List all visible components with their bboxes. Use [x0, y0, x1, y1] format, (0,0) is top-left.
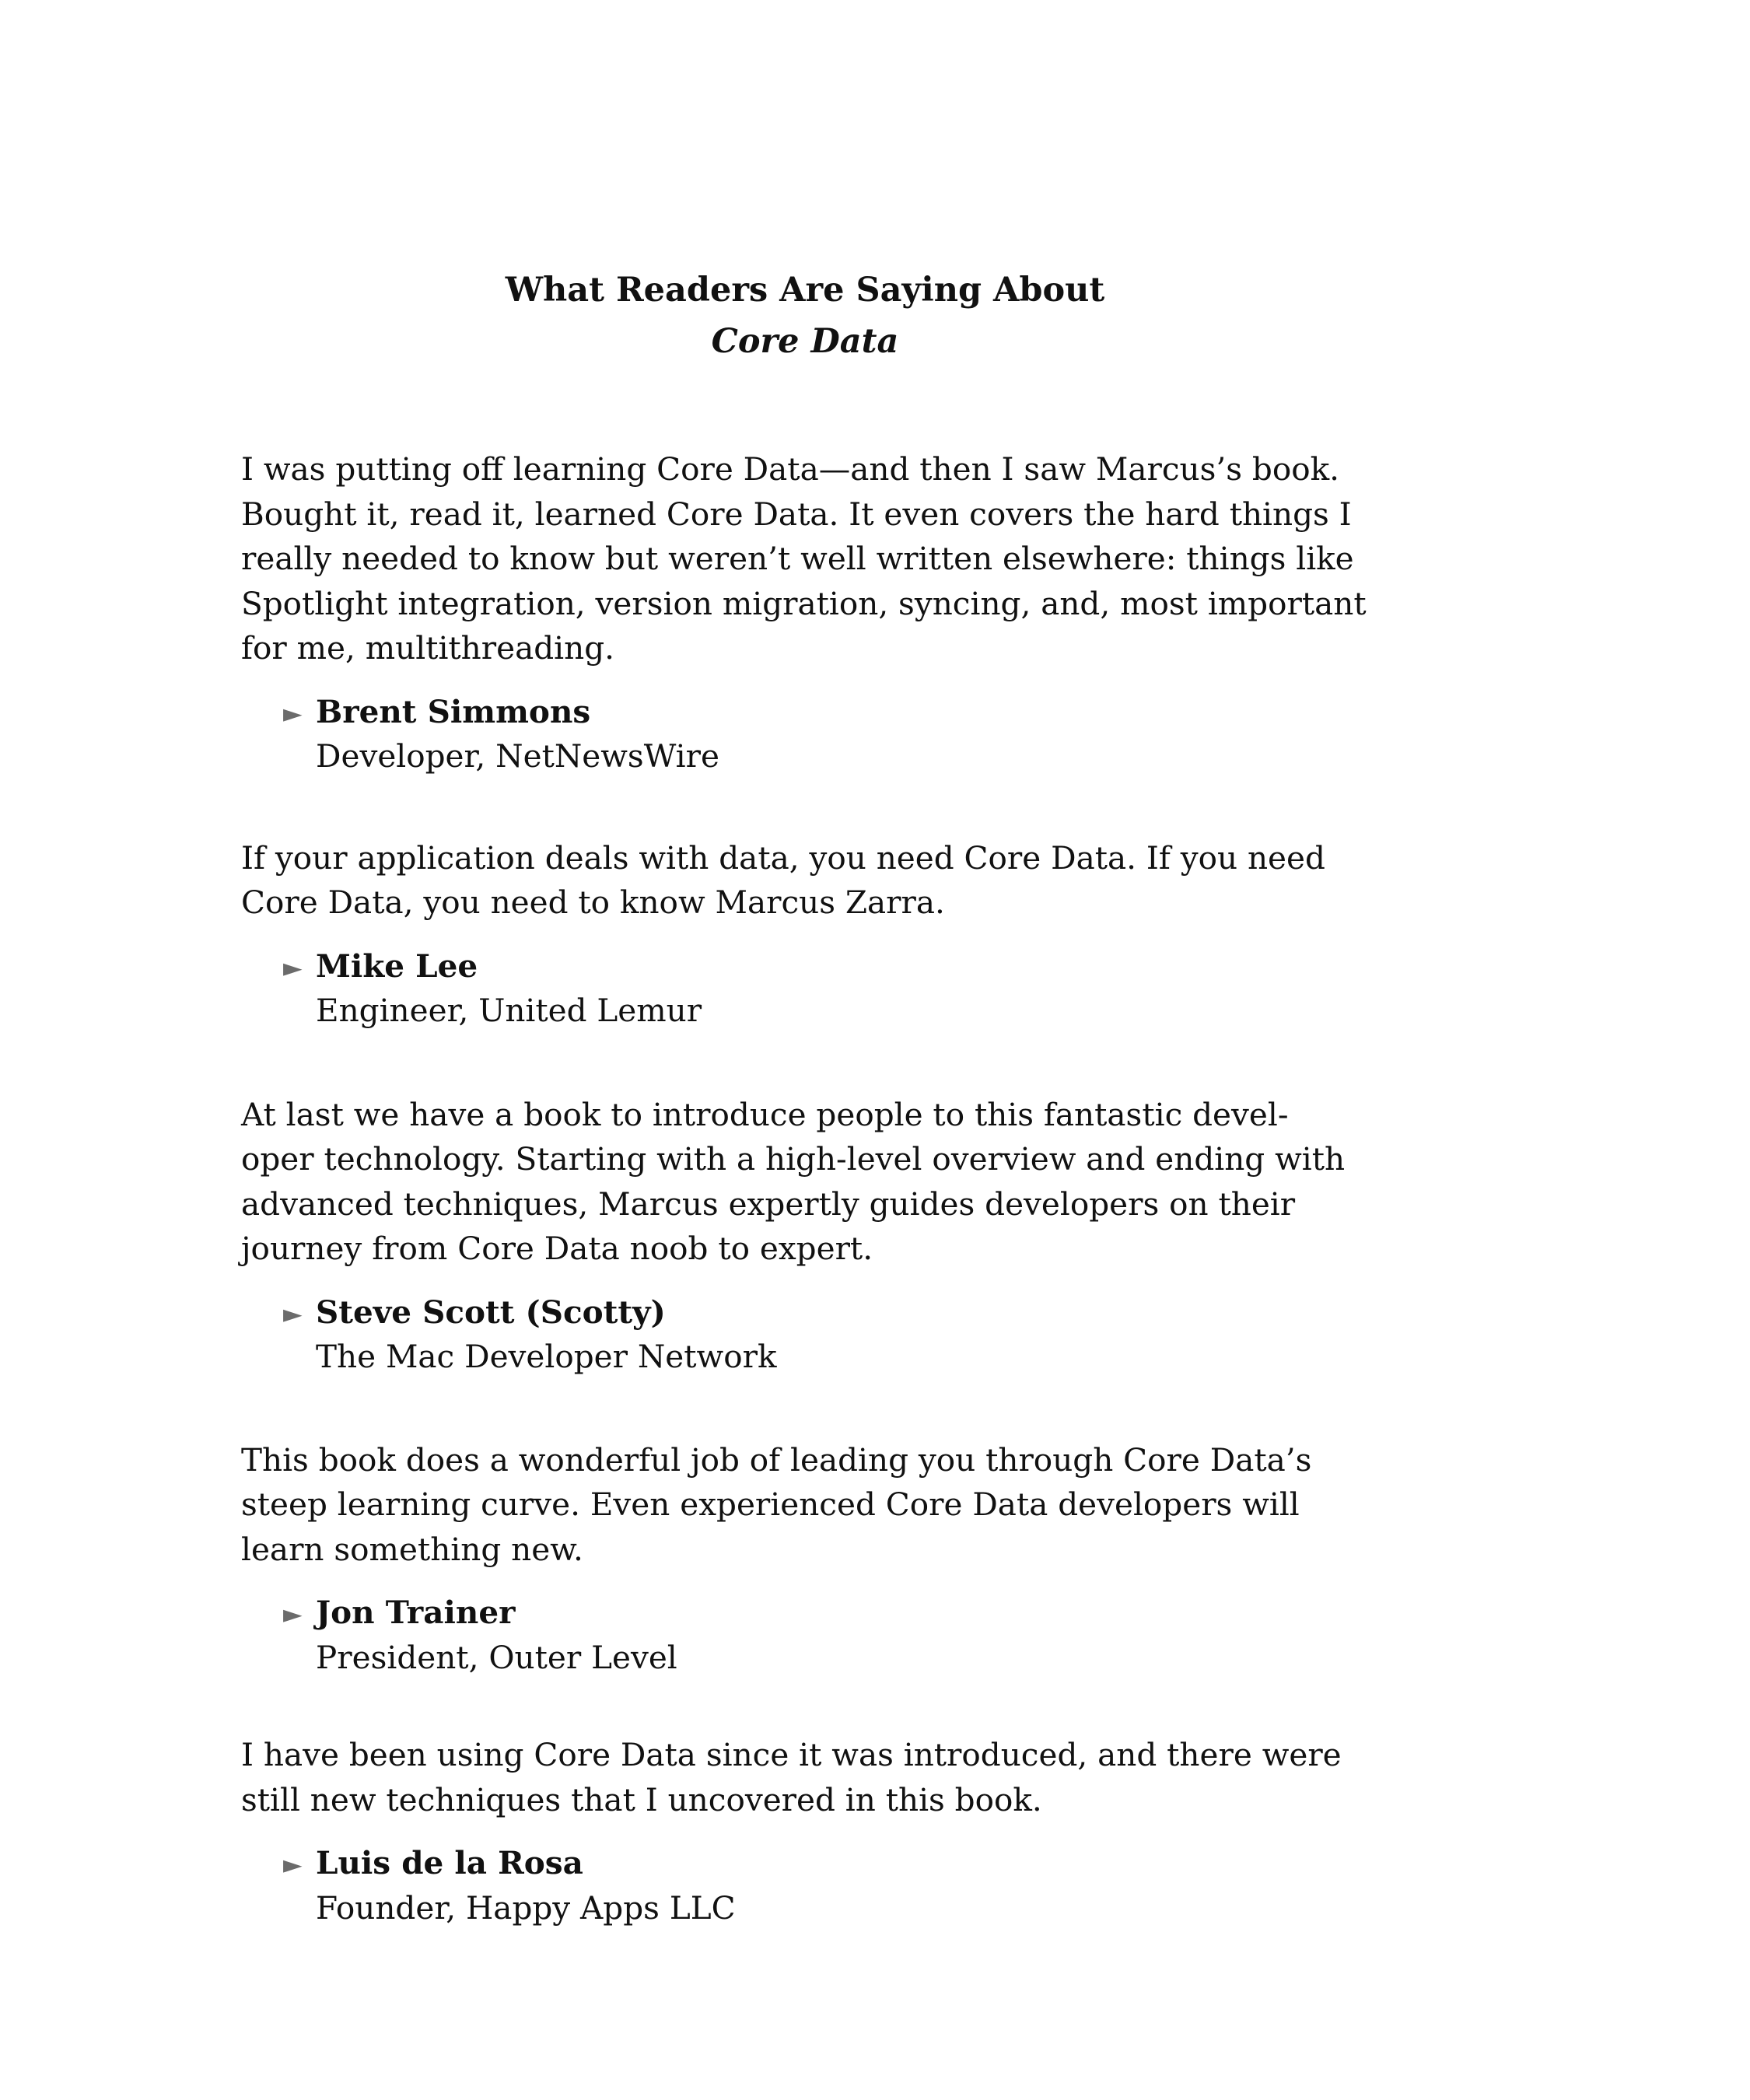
reviewer-role: Founder, Happy Apps LLC — [316, 1888, 736, 1927]
right-pointer-icon: ► — [283, 698, 303, 728]
attribution — [241, 1290, 1369, 1380]
testimonial — [241, 1093, 1369, 1380]
quote-text: I was putting off learning Core Data—and then I saw Marcus’s book. Bought it, read it, learned Core Data. It even covers the hard things I really needed to know but weren’t well written elsewhere: things like Spotlight integration, version migration, syncing, and, most important for me, multithreading. — [241, 450, 1367, 667]
reviewer-role: President, Outer Level — [316, 1638, 677, 1676]
reviewer-name: Mike Lee — [316, 947, 478, 985]
reviewer-name: Brent Simmons — [316, 692, 591, 730]
reviewer-name: Jon Trainer — [316, 1594, 516, 1631]
right-pointer-icon: ► — [283, 1850, 303, 1879]
testimonial — [241, 836, 1369, 1034]
quote-text: At last we have a book to introduce people to this fantastic devel- oper technology. Starting with a high-level overview and ending with advanced techniques, Marcus expertly guides developers on their journey from Core Data noob to expert. — [241, 1095, 1346, 1267]
quote-text: I have been using Core Data since it was introduced, and there were still new techniques that I uncovered in this book. — [241, 1736, 1342, 1818]
reviewer-role: Engineer, United Lemur — [316, 992, 702, 1029]
reviewer-role: Developer, NetNewsWire — [316, 737, 719, 775]
attribution — [241, 1841, 1369, 1930]
reviewer-role: The Mac Developer Network — [316, 1338, 777, 1375]
testimonials-list — [241, 447, 1369, 1930]
right-pointer-icon: ► — [283, 952, 303, 982]
page-heading — [0, 264, 1610, 367]
testimonial — [241, 447, 1369, 779]
attribution — [241, 1591, 1369, 1680]
heading-line: What Readers Are Saying About — [505, 271, 1105, 310]
reviewer-name: Steve Scott (Scotty) — [316, 1293, 666, 1331]
right-pointer-icon: ► — [283, 1298, 303, 1328]
quote-text: This book does a wonderful job of leading you through Core Data’s steep learning curve. Even experienced Core Data developers will learn something new. — [241, 1440, 1312, 1568]
quote-text: If your application deals with data, you need Core Data. If you need Core Data, you need to know Marcus Zarra. — [241, 838, 1325, 921]
reviewer-name: Luis de la Rosa — [316, 1844, 583, 1881]
attribution — [241, 944, 1369, 1034]
book-title: Core Data — [711, 322, 899, 361]
testimonial — [241, 1733, 1369, 1930]
attribution — [241, 690, 1369, 779]
testimonial — [241, 1438, 1369, 1681]
right-pointer-icon: ► — [283, 1599, 303, 1629]
